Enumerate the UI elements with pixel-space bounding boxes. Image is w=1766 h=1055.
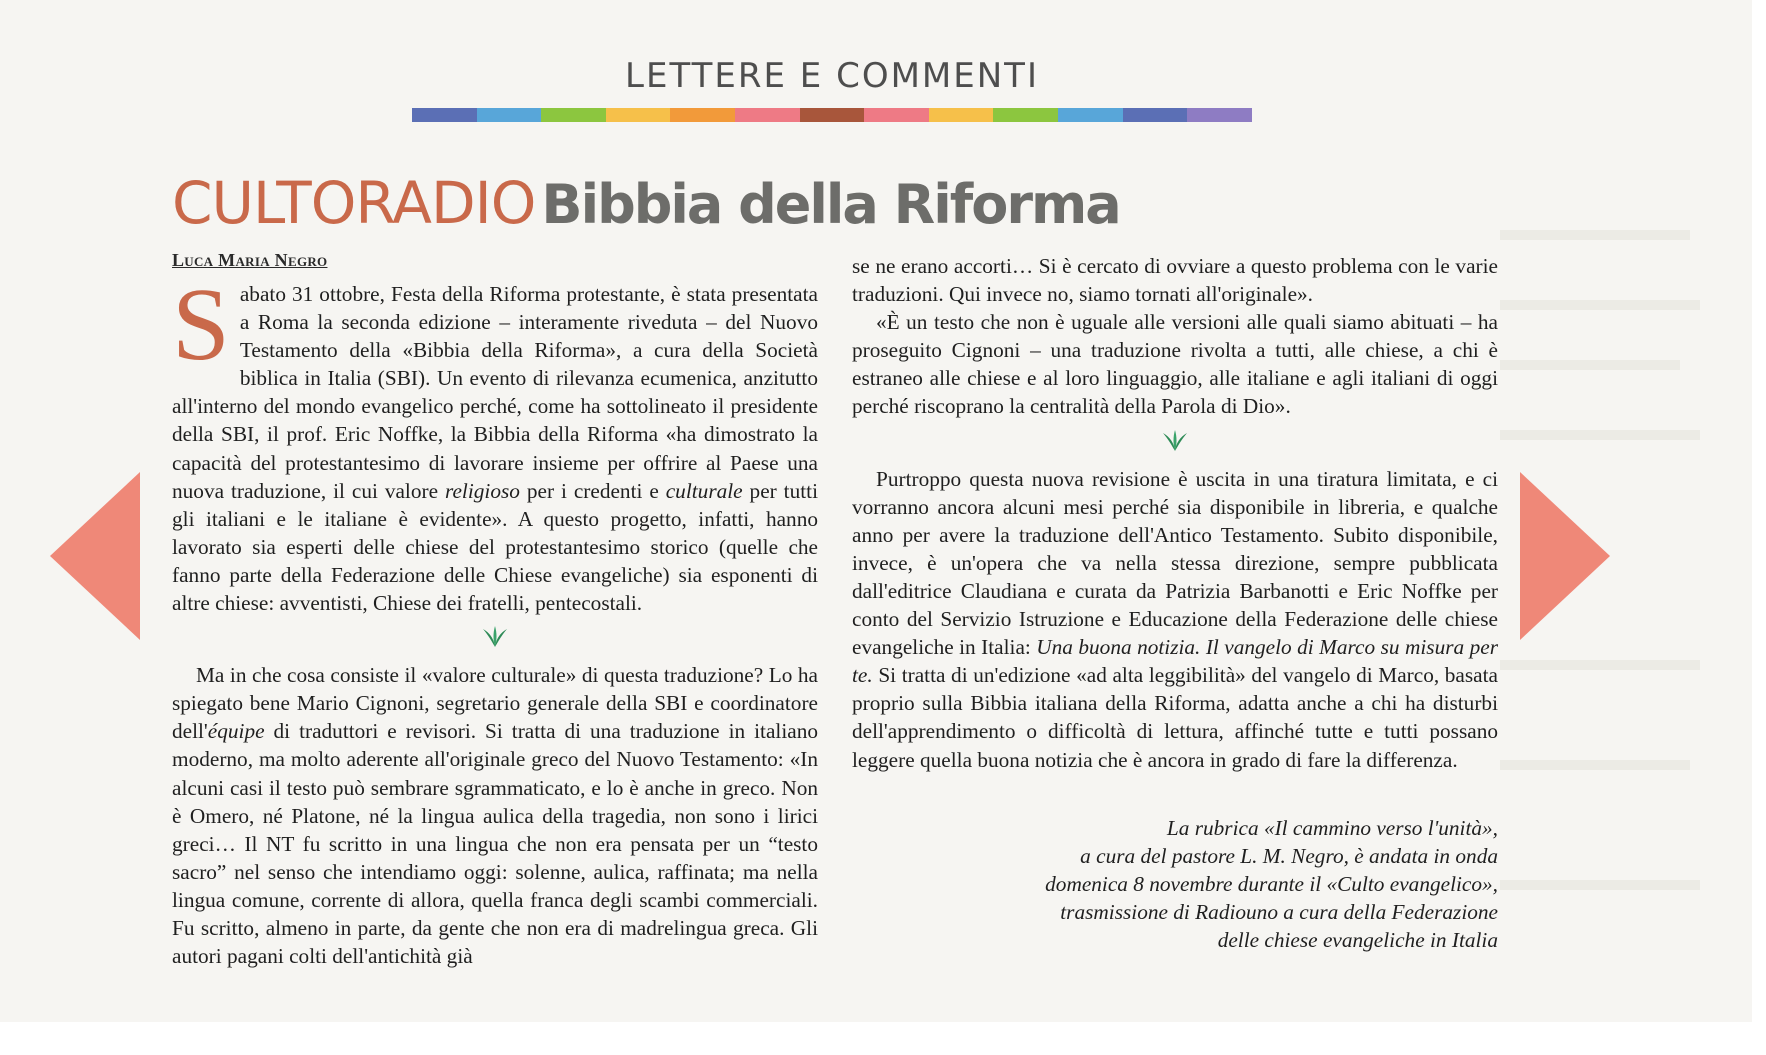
color-bar-segment — [670, 108, 735, 122]
note-line: trasmissione di Radiouno a cura della Federazione — [1060, 899, 1498, 924]
section-color-bar — [412, 108, 1252, 122]
emphasis-religioso: religioso — [444, 478, 520, 503]
section-title: LETTERE E COMMENTI — [625, 56, 1039, 96]
broadcast-note — [852, 814, 1498, 954]
color-bar-segment — [1187, 108, 1252, 122]
article-headline — [172, 166, 1120, 253]
section-break-2 — [852, 421, 1498, 465]
paragraph-4-text-2: Si tratta di un'edizione «ad alta leggibilità» del vangelo di Marco, basata proprio sulla Bibbia italiana della Riforma, adatta anche a chi ha disturbi dell'apprendimento o difficoltà di lettura, affinché tutte e tutti possano leggere quella buona notizia che è ancora in grado di fare la differenza. — [852, 663, 1498, 772]
article-column-left — [172, 267, 818, 970]
bleed-through-line — [1500, 430, 1700, 440]
color-bar-segment — [800, 108, 865, 122]
color-bar-segment — [1123, 108, 1188, 122]
emphasis-equipe: équipe — [207, 719, 265, 744]
bleed-through-line — [1500, 760, 1690, 770]
paragraph-1-text-2: per i credenti e — [519, 478, 666, 503]
bleed-through-line — [1500, 880, 1700, 890]
headline-title: Bibbia della Riforma — [541, 173, 1120, 236]
paragraph-2 — [172, 661, 818, 970]
note-line: delle chiese evangeliche in Italia — [1217, 927, 1498, 952]
leaf-ornament-icon — [480, 625, 510, 649]
color-bar-segment — [993, 108, 1058, 122]
paragraph-1-text: abato 31 ottobre, Festa della Riforma protestante, è stata presentata a Roma la seconda edizione – interamente riveduta – del Nuovo Testamento della «Bibbia della Riforma», a cura della Società biblica in Italia (SBI). Un evento di rilevanza ecumenica, anzitutto all'interno del mondo evangelico perché, come ha sottolineato il presidente della SBI, il prof. Eric Noffke, la Bibbia della Riforma «ha dimostrato la capacità del protestantesimo di lavorare insieme per offrire al Paese una nuova traduzione, il cui valore — [172, 282, 818, 503]
paragraph-1 — [172, 267, 818, 617]
paragraph-2-text: Ma in che cosa consiste il «valore culturale» di questa traduzione? Lo ha spiegato bene Mario Cignoni, segretario generale della SBI e coordinatore dell' — [172, 663, 818, 744]
drop-cap: S — [172, 267, 230, 382]
emphasis-culturale: culturale — [665, 478, 743, 503]
note-line: La rubrica «Il cammino verso l'unità», — [1166, 815, 1498, 840]
byline: Luca Maria Negro — [172, 250, 328, 270]
note-line: a cura del pastore L. M. Negro, è andata in onda — [1080, 843, 1498, 868]
paragraph-4-text: Purtroppo questa nuova revisione è uscita in una tiratura limitata, e ci vorranno ancora alcuni mesi perché sia disponibile in libreria, e qualche anno per avere la traduzione dell'Antico Testamento. Subito disponibile, invece, è un'opera che va nella stessa direzione, sempre pubblicata dall'editrice Claudiana e curata da Patrizia Barbanotti e Eric Noffke per conto del Servizio Istruzione e Educazione della Federazione delle chiese evangeliche in Italia: — [852, 466, 1498, 660]
paragraph-1-text-3: per tutti gli italiani e le italiane è evidente». A questo progetto, infatti, hanno lavorato sia esperti delle chiese del protestantesimo storico (quelle che fanno parte della Federazione delle Chiese evangeliche) sia esponenti di altre chiese: avventisti, Chiese dei fratelli, pentecostali. — [172, 478, 818, 616]
book-title: Una buona notizia. Il vangelo di Marco su misura per te. — [852, 635, 1498, 688]
previous-page-arrow[interactable] — [50, 472, 140, 640]
bleed-through-line — [1500, 360, 1680, 370]
note-line: domenica 8 novembre durante il «Culto evangelico», — [1045, 871, 1498, 896]
article-column-right — [852, 252, 1498, 954]
color-bar-segment — [477, 108, 542, 122]
next-page-arrow[interactable] — [1520, 472, 1610, 640]
color-bar-segment — [864, 108, 929, 122]
leaf-ornament-icon — [1160, 429, 1190, 453]
paragraph-2-continued: se ne erano accorti… Si è cercato di ovviare a questo problema con le varie traduzioni. Qui invece no, siamo tornati all'originale». — [852, 254, 1498, 307]
section-break-1 — [172, 617, 818, 661]
color-bar-segment — [541, 108, 606, 122]
headline-kicker: CULTORADIO — [172, 169, 536, 237]
paragraph-4 — [852, 465, 1498, 774]
triangle-left-icon — [50, 472, 140, 640]
bleed-through-line — [1500, 300, 1700, 310]
paragraph-2-text-2: di traduttori e revisori. Si tratta di una traduzione in italiano moderno, ma molto aderente all'originale greco del Nuovo Testamento: «In alcuni casi il testo può sembrare sgrammaticato, e lo è anche in greco. Non è Omero, né Platone, né la lingua aulica della tragedia, non sono i lirici greci… Il NT fu scritto in una lingua che non era pensata per un “testo sacro” nel senso che intendiamo oggi: solenne, aulica, raffinata; ma nella lingua comune, corrente di allora, quella franca degli scambi commerciali. Fu scritto, almeno in parte, da gente che non era di madrelingua greca. Gli autori pagani colti dell'antichità già — [172, 719, 818, 969]
paragraph-3: «È un testo che non è uguale alle versioni alle quali siamo abituati – ha proseguito Cignoni – una traduzione rivolta a tutti, alle chiese, a chi è estraneo alle chiese e al loro linguaggio, alle italiane e agli italiani di oggi perché riscoprano la centralità della Parola di Dio». — [852, 310, 1498, 419]
bleed-through-line — [1500, 660, 1700, 670]
triangle-right-icon — [1520, 472, 1610, 640]
color-bar-segment — [412, 108, 477, 122]
color-bar-segment — [735, 108, 800, 122]
bleed-through-line — [1500, 230, 1690, 240]
color-bar-segment — [1058, 108, 1123, 122]
color-bar-segment — [929, 108, 994, 122]
color-bar-segment — [606, 108, 671, 122]
